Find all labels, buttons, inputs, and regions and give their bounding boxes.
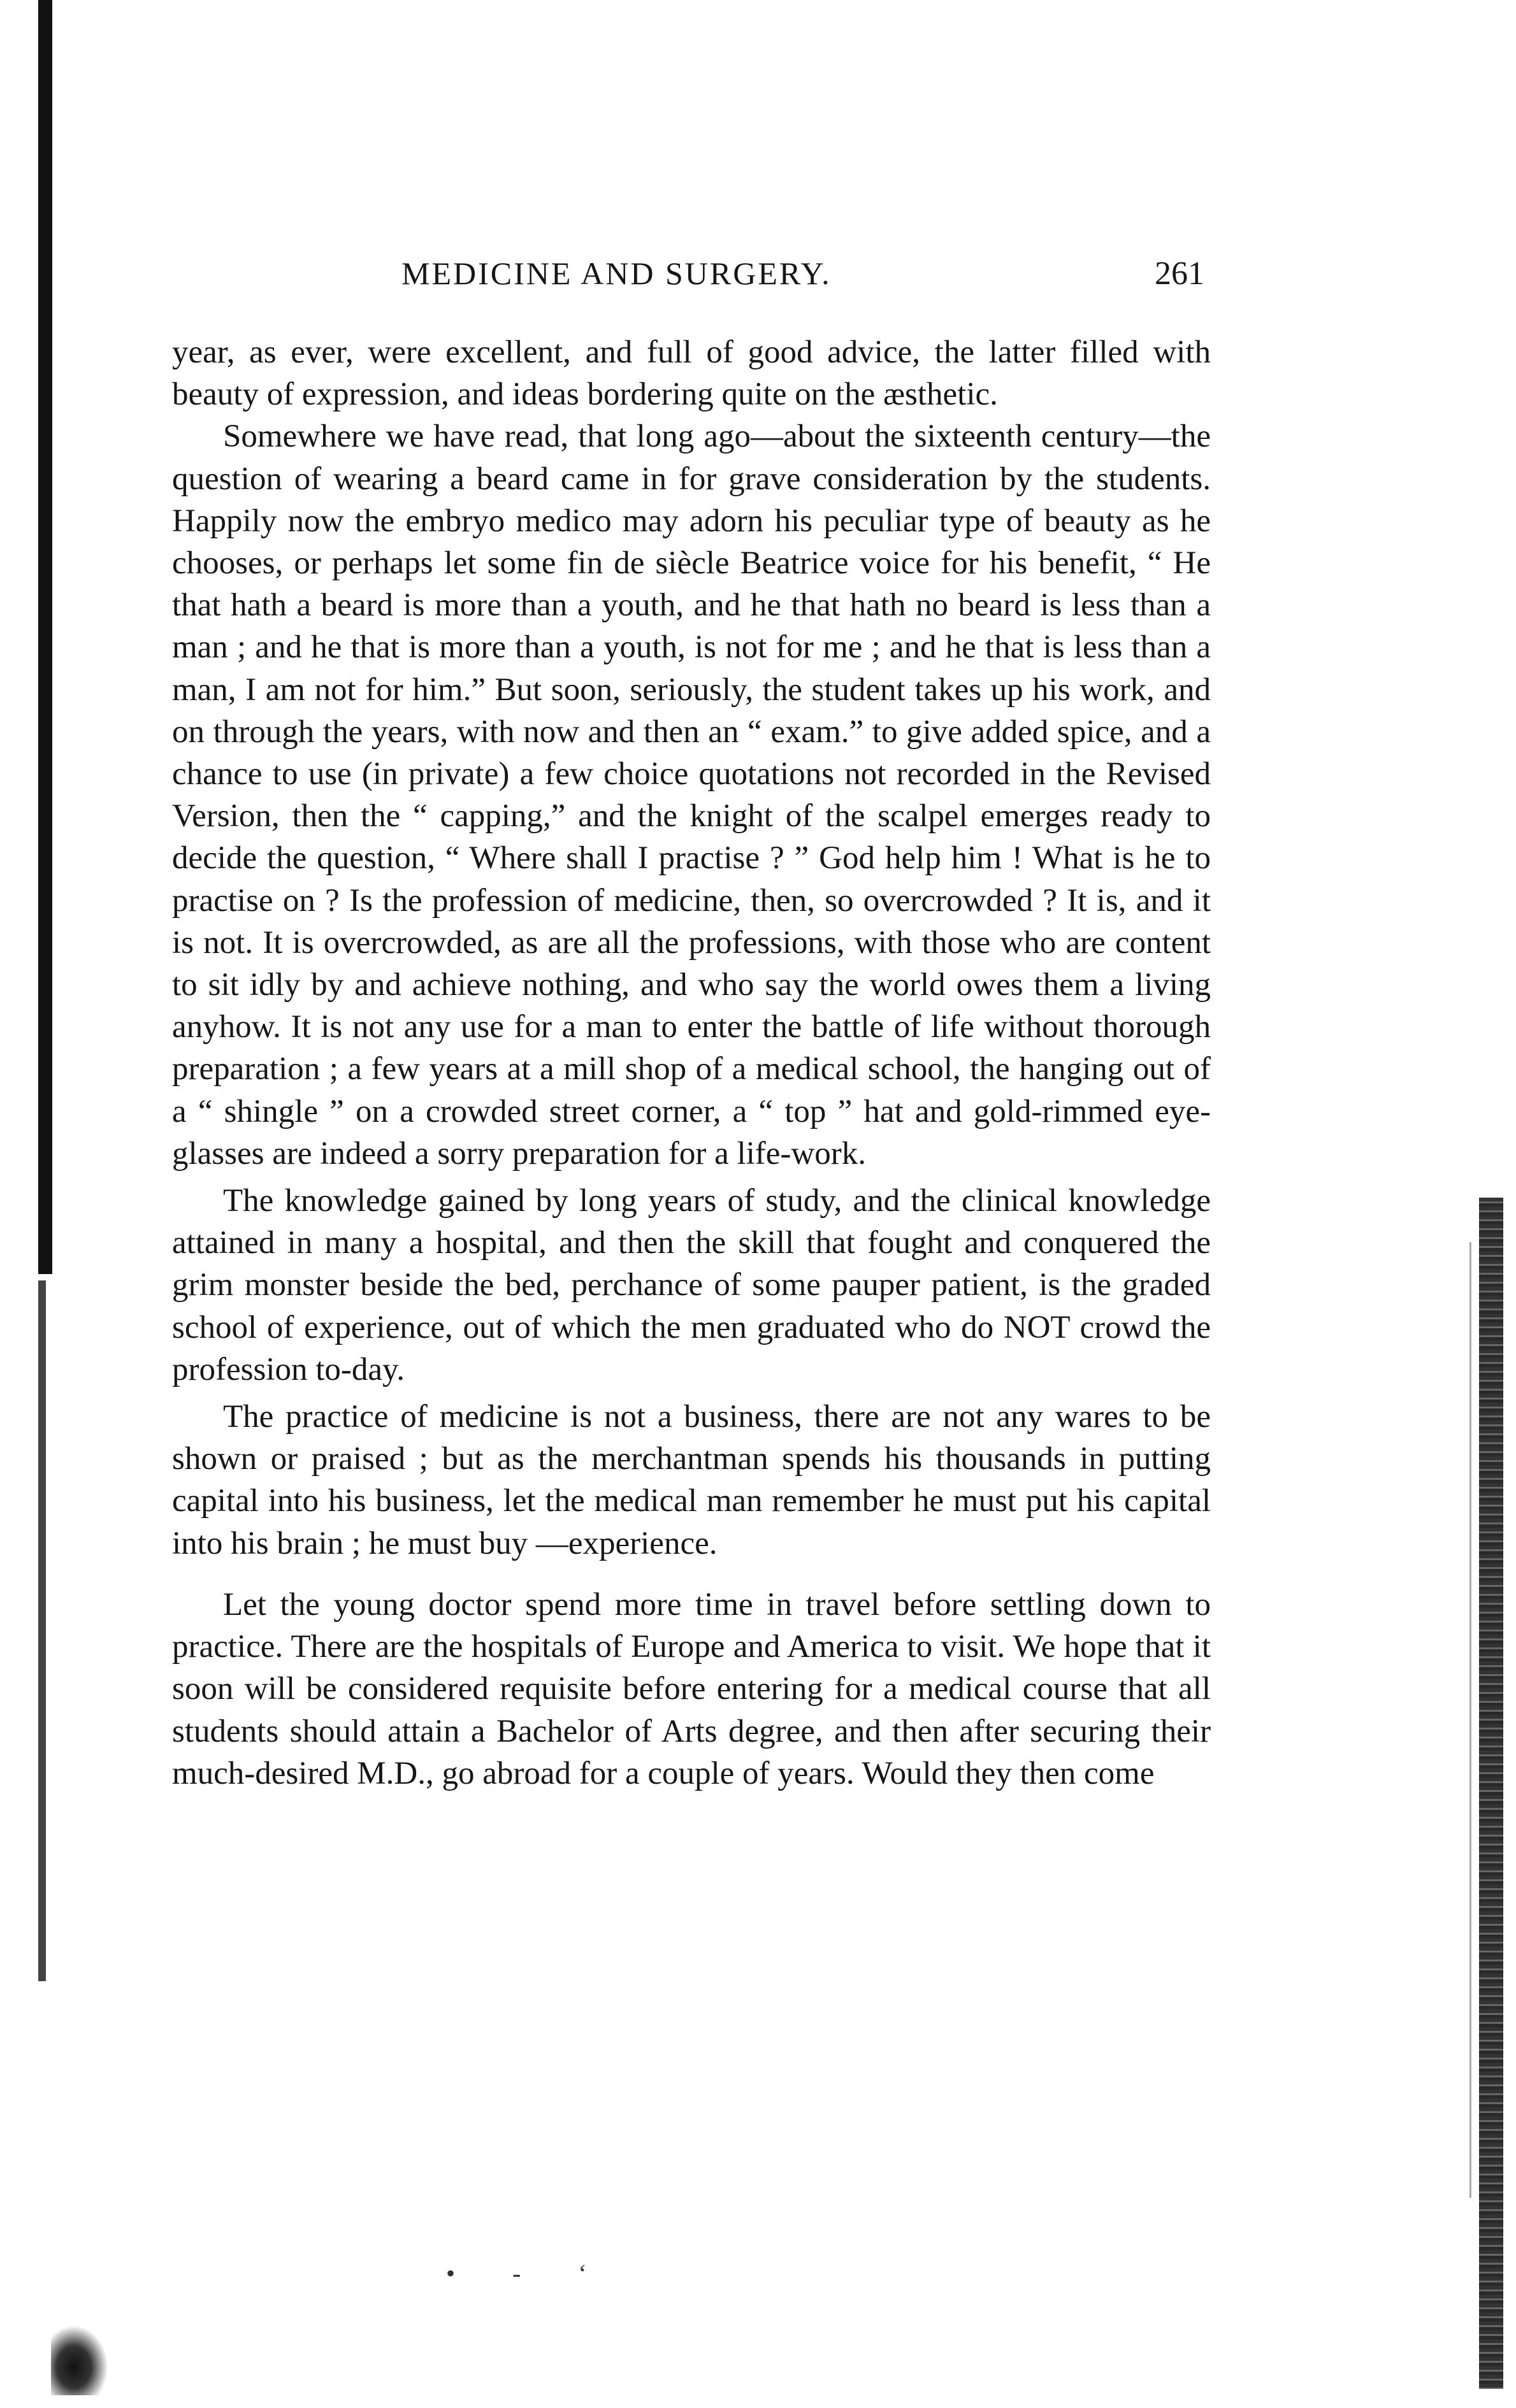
scan-edge-shadow-lower [38,1280,46,1981]
page-edge-texture [1479,1198,1503,2389]
scan-smudge [51,2325,108,2395]
scan-edge-shadow [38,0,52,1274]
paragraph: year, as ever, were excellent, and full of good advice, the latter filled with beauty of expression, and ideas bordering quite on the æsthetic. [172,334,1211,413]
paragraph: Let the young doctor spend more time in travel before settling down to practice. There are the hospitals of Europe and America to visit. We hope that it soon will be considered requisite before entering for a medical course that all students should attain a Bachelor of Arts degree, and then after securing their much-desired M.D., go abroad for a couple of years. Would they then come [172,1586,1211,1791]
paragraph: The practice of medicine is not a business, there are not any wares to be shown or praised ; but as the merchantman spends his thousands in putting capital into his business, let the medical man remember he must put his capital into his brain ; he must buy —experience. [172,1399,1211,1561]
page-number: 261 [1155,255,1204,292]
running-title: MEDICINE AND SURGERY. [401,255,832,291]
paragraph: The knowledge gained by long years of study, and the clinical knowledge attained in many a hospital, and then the skill that fought and conquered the grim monster beside the bed, perchance of some pauper patient, is the graded school of experience, out of which the men graduated who do NOT crowd the profession to-day. [172,1183,1211,1387]
paragraph: Somewhere we have read, that long ago—about the sixteenth century—the question of wearing a beard came in for grave consideration by the students. Happily now the embryo medico may adorn his peculiar type of beauty as he chooses, or perhaps let some fin de siècle Beatrice voice for his benefit, “ He that hath a beard is more than a youth, and he that hath no beard is less than a man ; and he that is more than a youth, is not for me ; and he that is less than a man, I am not for him.” But soon, seriously, the student takes up his work, and on through the years, with now and then an “ exam.” to give added spice, and a chance to use (in private) a few choice quotations not recorded in the Revised Version, then the “ capping,” and the knight of the scalpel emerges ready to decide the question, “ Where shall I practise ? ” God help him ! What is he to practise on ? Is the profession of medicine, then, so overcrowded ? It is, and it is not. It is overcrowded, as are all the professions, with those who are content to sit idly by and achieve nothing, and who say the world owes them a living anyhow. It is not any use for a man to enter the battle of life without thorough preparation ; a few years at a mill shop of a medical school, the hanging out of a “ shingle ” on a crowded street corner, a “ top ” hat and gold-rimmed eye-glasses are indeed a sorry preparation for a life-work. [172,419,1211,1172]
page-header [172,255,1204,299]
page-edge-line [1469,1242,1471,2198]
body-text [172,331,1211,1795]
footer-marks: • - ‘ [446,2259,612,2288]
